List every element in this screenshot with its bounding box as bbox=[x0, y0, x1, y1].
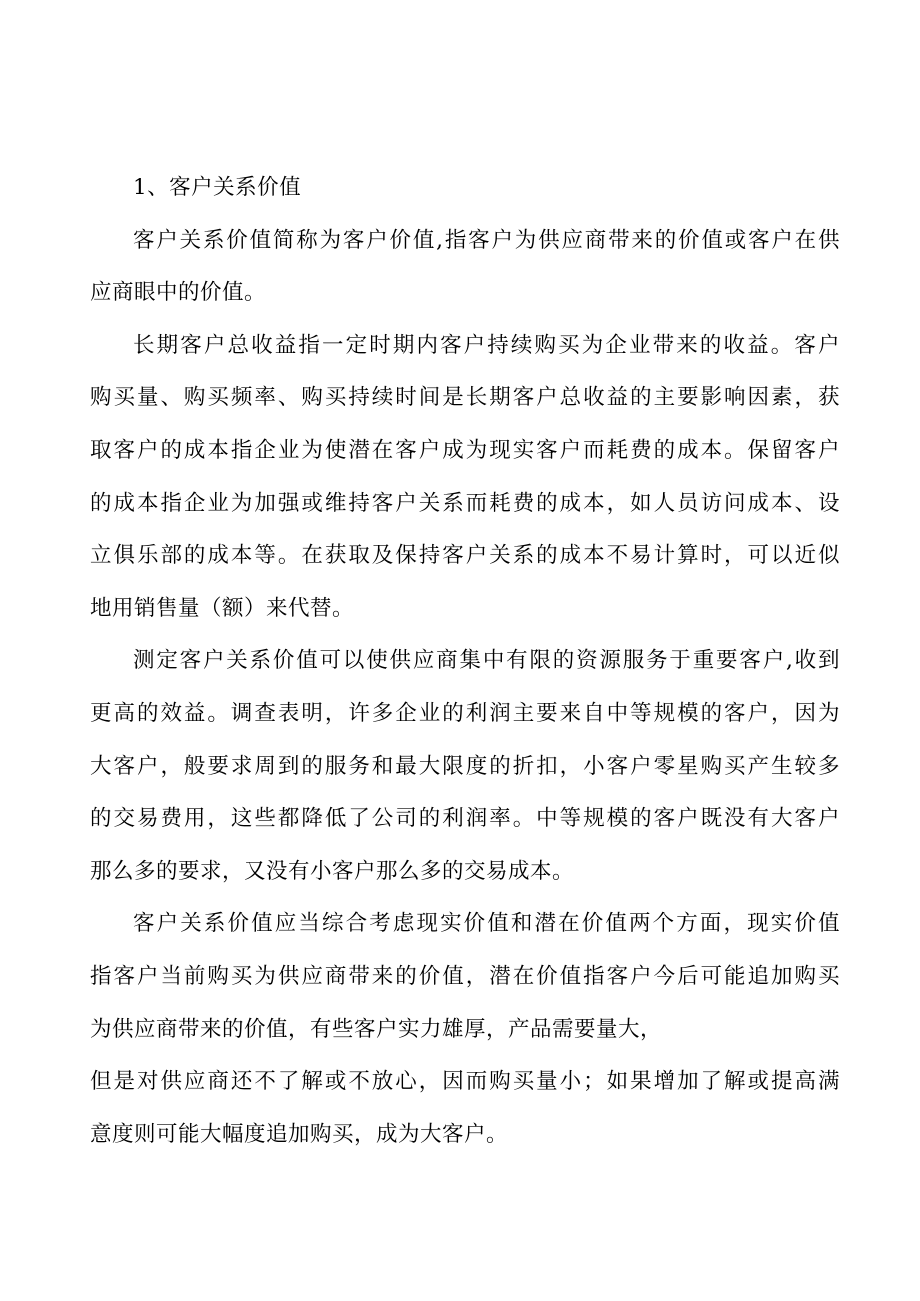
paragraph-line: 更高的效益。调查表明，许多企业的利润主要来自中等规模的客户，因为 bbox=[90, 700, 840, 726]
paragraph-line: 取客户的成本指企业为使潜在客户成为现实客户而耗费的成本。保留客户 bbox=[90, 437, 840, 463]
paragraph-3 bbox=[90, 641, 840, 904]
paragraph-line: 客户关系价值应当综合考虑现实价值和潜在价值两个方面，现实价值 bbox=[133, 911, 840, 937]
paragraph-line: 地用销售量（额）来代替。 bbox=[90, 595, 355, 621]
paragraph-line: 长期客户总收益指一定时期内客户持续购买为企业带来的收益。客户 bbox=[133, 332, 840, 358]
paragraph-line: 应商眼中的价值。 bbox=[90, 280, 267, 306]
paragraph-line: 指客户当前购买为供应商带来的价值，潜在价值指客户今后可能追加购买 bbox=[90, 963, 840, 989]
paragraph-line: 意度则可能大幅度追加购买，成为大客户。 bbox=[90, 1121, 509, 1147]
document-body bbox=[90, 168, 840, 1167]
paragraph-line: 的交易费用，这些都降低了公司的利润率。中等规模的客户既没有大客户 bbox=[90, 806, 840, 832]
paragraph-line: 那么多的要求，又没有小客户那么多的交易成本。 bbox=[90, 858, 575, 884]
section-heading: 1、客户关系价值 bbox=[133, 175, 302, 200]
paragraph-4 bbox=[90, 904, 840, 1167]
paragraph-line: 测定客户关系价值可以使供应商集中有限的资源服务于重要客户,收到 bbox=[133, 648, 840, 674]
paragraph-2 bbox=[90, 326, 840, 642]
paragraph-line: 立俱乐部的成本等。在获取及保持客户关系的成本不易计算时，可以近似 bbox=[90, 543, 840, 569]
paragraph-line: 为供应商带来的价值，有些客户实力雄厚，产品需要量大， bbox=[90, 1016, 663, 1042]
paragraph-line: 购买量、购买频率、购买持续时间是长期客户总收益的主要影响因素，获 bbox=[90, 385, 840, 411]
paragraph-line: 的成本指企业为加强或维持客户关系而耗费的成本，如人员访问成本、设 bbox=[90, 490, 840, 516]
paragraph-line: 大客户，般要求周到的服务和最大限度的折扣，小客户零星购买产生较多 bbox=[90, 753, 840, 779]
paragraph-line: 客户关系价值简称为客户价值,指客户为供应商带来的价值或客户在供 bbox=[133, 227, 840, 253]
paragraph-1 bbox=[90, 221, 840, 326]
paragraph-line: 但是对供应商还不了解或不放心，因而购买量小；如果增加了解或提高满 bbox=[90, 1069, 840, 1095]
